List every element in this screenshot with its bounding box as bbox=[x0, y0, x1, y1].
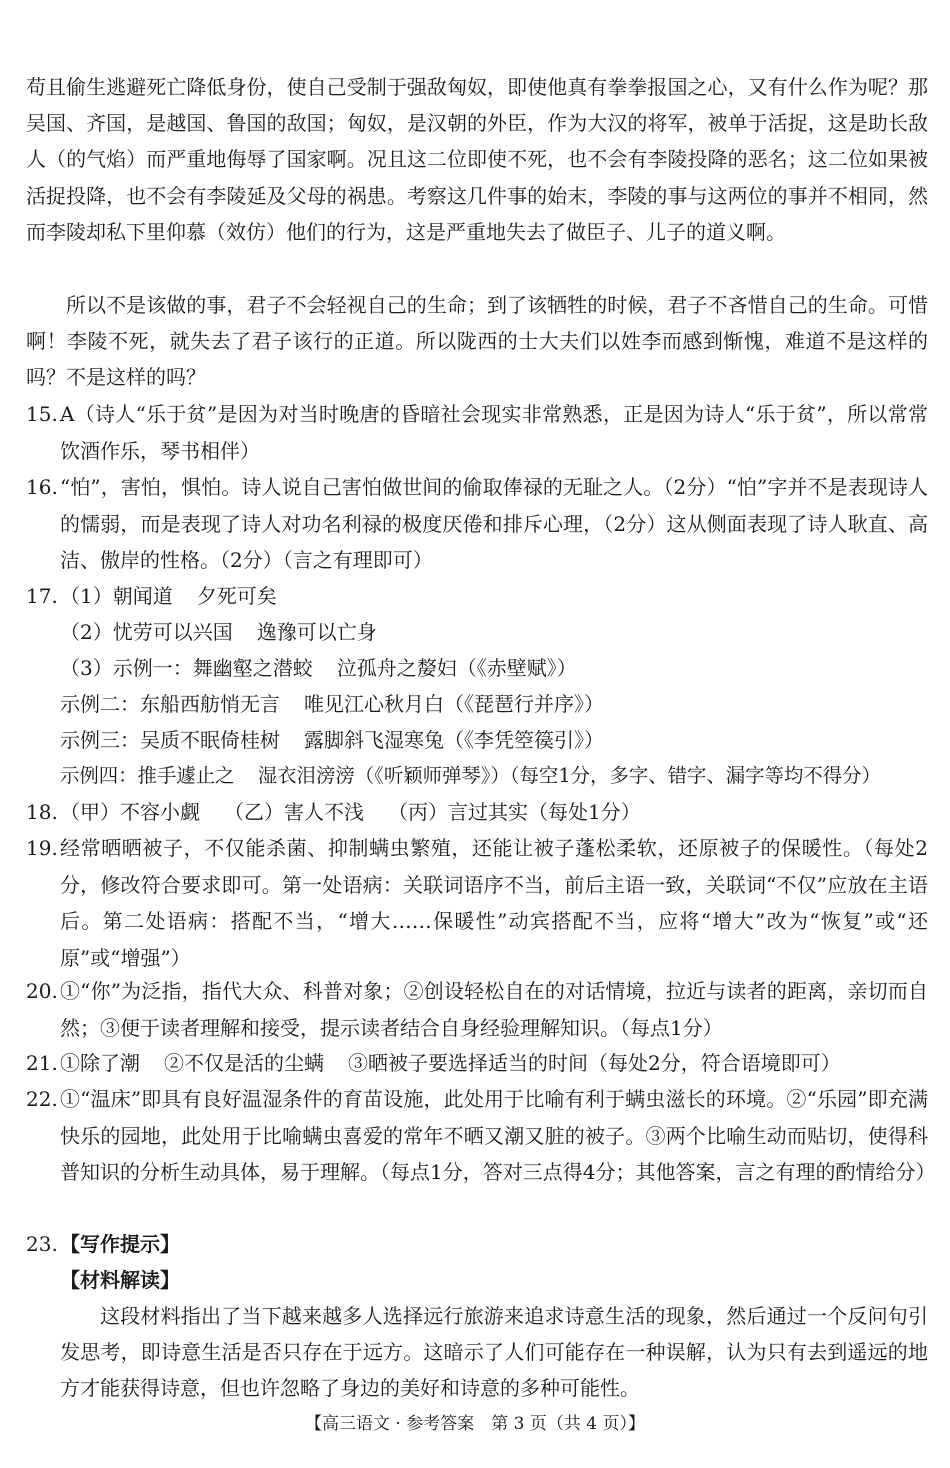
answer-text: ①“你”为泛指，指代大众、科普对象；②创设轻松自在的对话情境，拉近与读者的距离，亲切而自然；③便于读者理解和接受，提示读者结合自身经验理解知识。（每点1分） bbox=[60, 979, 928, 1040]
answer-17-line-1a: （1）朝闻道 bbox=[60, 584, 173, 608]
answer-number: 17. bbox=[26, 584, 58, 608]
answer-number: 15. bbox=[26, 402, 58, 426]
page-footer: 【高三语文 · 参考答案 第 3 页（共 4 页）】 bbox=[305, 1414, 645, 1434]
answer-23 bbox=[26, 1226, 928, 1263]
answer-17 bbox=[26, 578, 928, 615]
answer-18-a: （甲）不容小觑 bbox=[60, 800, 200, 824]
answer-21-b: ②不仅是活的尘螨 bbox=[164, 1051, 324, 1075]
answer-number: 16. bbox=[26, 475, 58, 499]
answer-19 bbox=[26, 830, 928, 976]
answer-17-line-4: 示例二：东船西舫悄无言 唯见江心秋月白（《琵琶行并序》） bbox=[60, 692, 604, 716]
material-reading-text: 这段材料指出了当下越来越多人选择远行旅游来追求诗意生活的现象，然后通过一个反问句引发思考，即诗意生活是否只存在于远方。这暗示了人们可能存在一种误解，认为只有去到遥远的地方才能获得诗意，但也许忽略了身边的美好和诗意的多种可能性。 bbox=[60, 1304, 928, 1401]
answer-number: 23. bbox=[26, 1232, 58, 1256]
answer-number: 21. bbox=[26, 1051, 58, 1075]
answer-20 bbox=[26, 973, 928, 1046]
answer-text: 经常晒晒被子，不仅能杀菌、抑制螨虫繁殖，还能让被子蓬松柔软，还原被子的保暖性。（每处2分，修改符合要求即可。第一处语病：关联词语序不当，前后主语一致，关联词“不仅”应放在主语后。第二处语病：搭配不当，“增大……保暖性”动宾搭配不当，应将“增大”改为“恢复”或“还原”或“增强”） bbox=[60, 836, 928, 970]
answer-17-line-1b: 夕死可矣 bbox=[196, 584, 277, 608]
material-reading-heading: 【材料解读】 bbox=[60, 1268, 180, 1292]
answer-number: 22. bbox=[26, 1087, 58, 1111]
answer-17-line-6: 示例四：推手遽止之 湿衣泪滂滂（《听颖师弹琴》）（每空1分，多字、错字、漏字等均不得分） bbox=[60, 764, 881, 787]
answer-17-line-2: （2）忧劳可以兴国 逸豫可以亡身 bbox=[60, 620, 377, 644]
answer-text: A（诗人“乐于贫”是因为对当时晚唐的昏暗社会现实非常熟悉，正是因为诗人“乐于贫”，所以常常饮酒作乐，琴书相伴） bbox=[60, 402, 928, 463]
answer-18-c: （丙）言过其实（每处1分） bbox=[388, 800, 641, 824]
answer-number: 18. bbox=[26, 800, 58, 824]
answer-21-c: ③晒被子要选择适当的时间（每处2分，符合语境即可） bbox=[348, 1051, 841, 1075]
answer-number: 20. bbox=[26, 979, 58, 1003]
answer-text: ①“温床”即具有良好温湿条件的育苗设施，此处用于比喻有利于螨虫滋长的环境。②“乐园”即充满快乐的园地，此处用于比喻螨虫喜爱的常年不晒又潮又脏的被子。③两个比喻生动而贴切，使得科普知识的分析生动具体，易于理解。（每点1分，答对三点得4分；其他答案，言之有理的酌情给分） bbox=[60, 1087, 936, 1184]
answer-21-a: ①除了潮 bbox=[60, 1051, 140, 1075]
translation-paragraph-1: 苟且偷生逃避死亡降低身份，使自己受制于强敌匈奴，即使他真有拳拳报国之心，又有什么作为呢？那吴国、齐国，是越国、鲁国的敌国；匈奴，是汉朝的外臣，作为大汉的将军，被单于活捉，这是助长敌人（的气焰）而严重地侮辱了国家啊。况且这二位即使不死，也不会有李陵投降的恶名；这二位如果被活捉投降，也不会有李陵延及父母的祸患。考察这几件事的始末，李陵的事与这两位的事并不相同，然而李陵却私下里仰慕（效仿）他们的行为，这是严重地失去了做臣子、儿子的道义啊。 bbox=[26, 75, 928, 244]
translation-paragraph-2: 所以不是该做的事，君子不会轻视自己的生命；到了该牺牲的时候，君子不吝惜自己的生命。可惜啊！李陵不死，就失去了君子该行的正道。所以陇西的士大夫们以姓李而感到惭愧，难道不是这样的吗？不是这样的吗？ bbox=[26, 293, 928, 390]
writing-tips-heading: 【写作提示】 bbox=[60, 1232, 180, 1256]
answer-22 bbox=[26, 1081, 936, 1191]
answer-15 bbox=[26, 396, 928, 469]
answer-number: 19. bbox=[26, 836, 58, 860]
answer-21 bbox=[26, 1045, 928, 1082]
answer-18-b: （乙）害人不浅 bbox=[224, 800, 364, 824]
answer-17-line-3: （3）示例一：舞幽壑之潜蛟 泣孤舟之嫠妇（《赤壁赋》） bbox=[60, 656, 577, 680]
answer-text: “怕”，害怕，惧怕。诗人说自己害怕做世间的偷取俸禄的无耻之人。（2分）“怕”字并不是表现诗人的懦弱，而是表现了诗人对功名利禄的极度厌倦和排斥心理，（2分）这从侧面表现了诗人耿直、高洁、傲岸的性格。（2分）（言之有理即可） bbox=[60, 475, 928, 572]
answer-16 bbox=[26, 469, 928, 579]
answer-18 bbox=[26, 794, 928, 831]
answer-17-line-5: 示例三：吴质不眠倚桂树 露脚斜飞湿寒兔（《李凭箜篌引》） bbox=[60, 728, 604, 752]
